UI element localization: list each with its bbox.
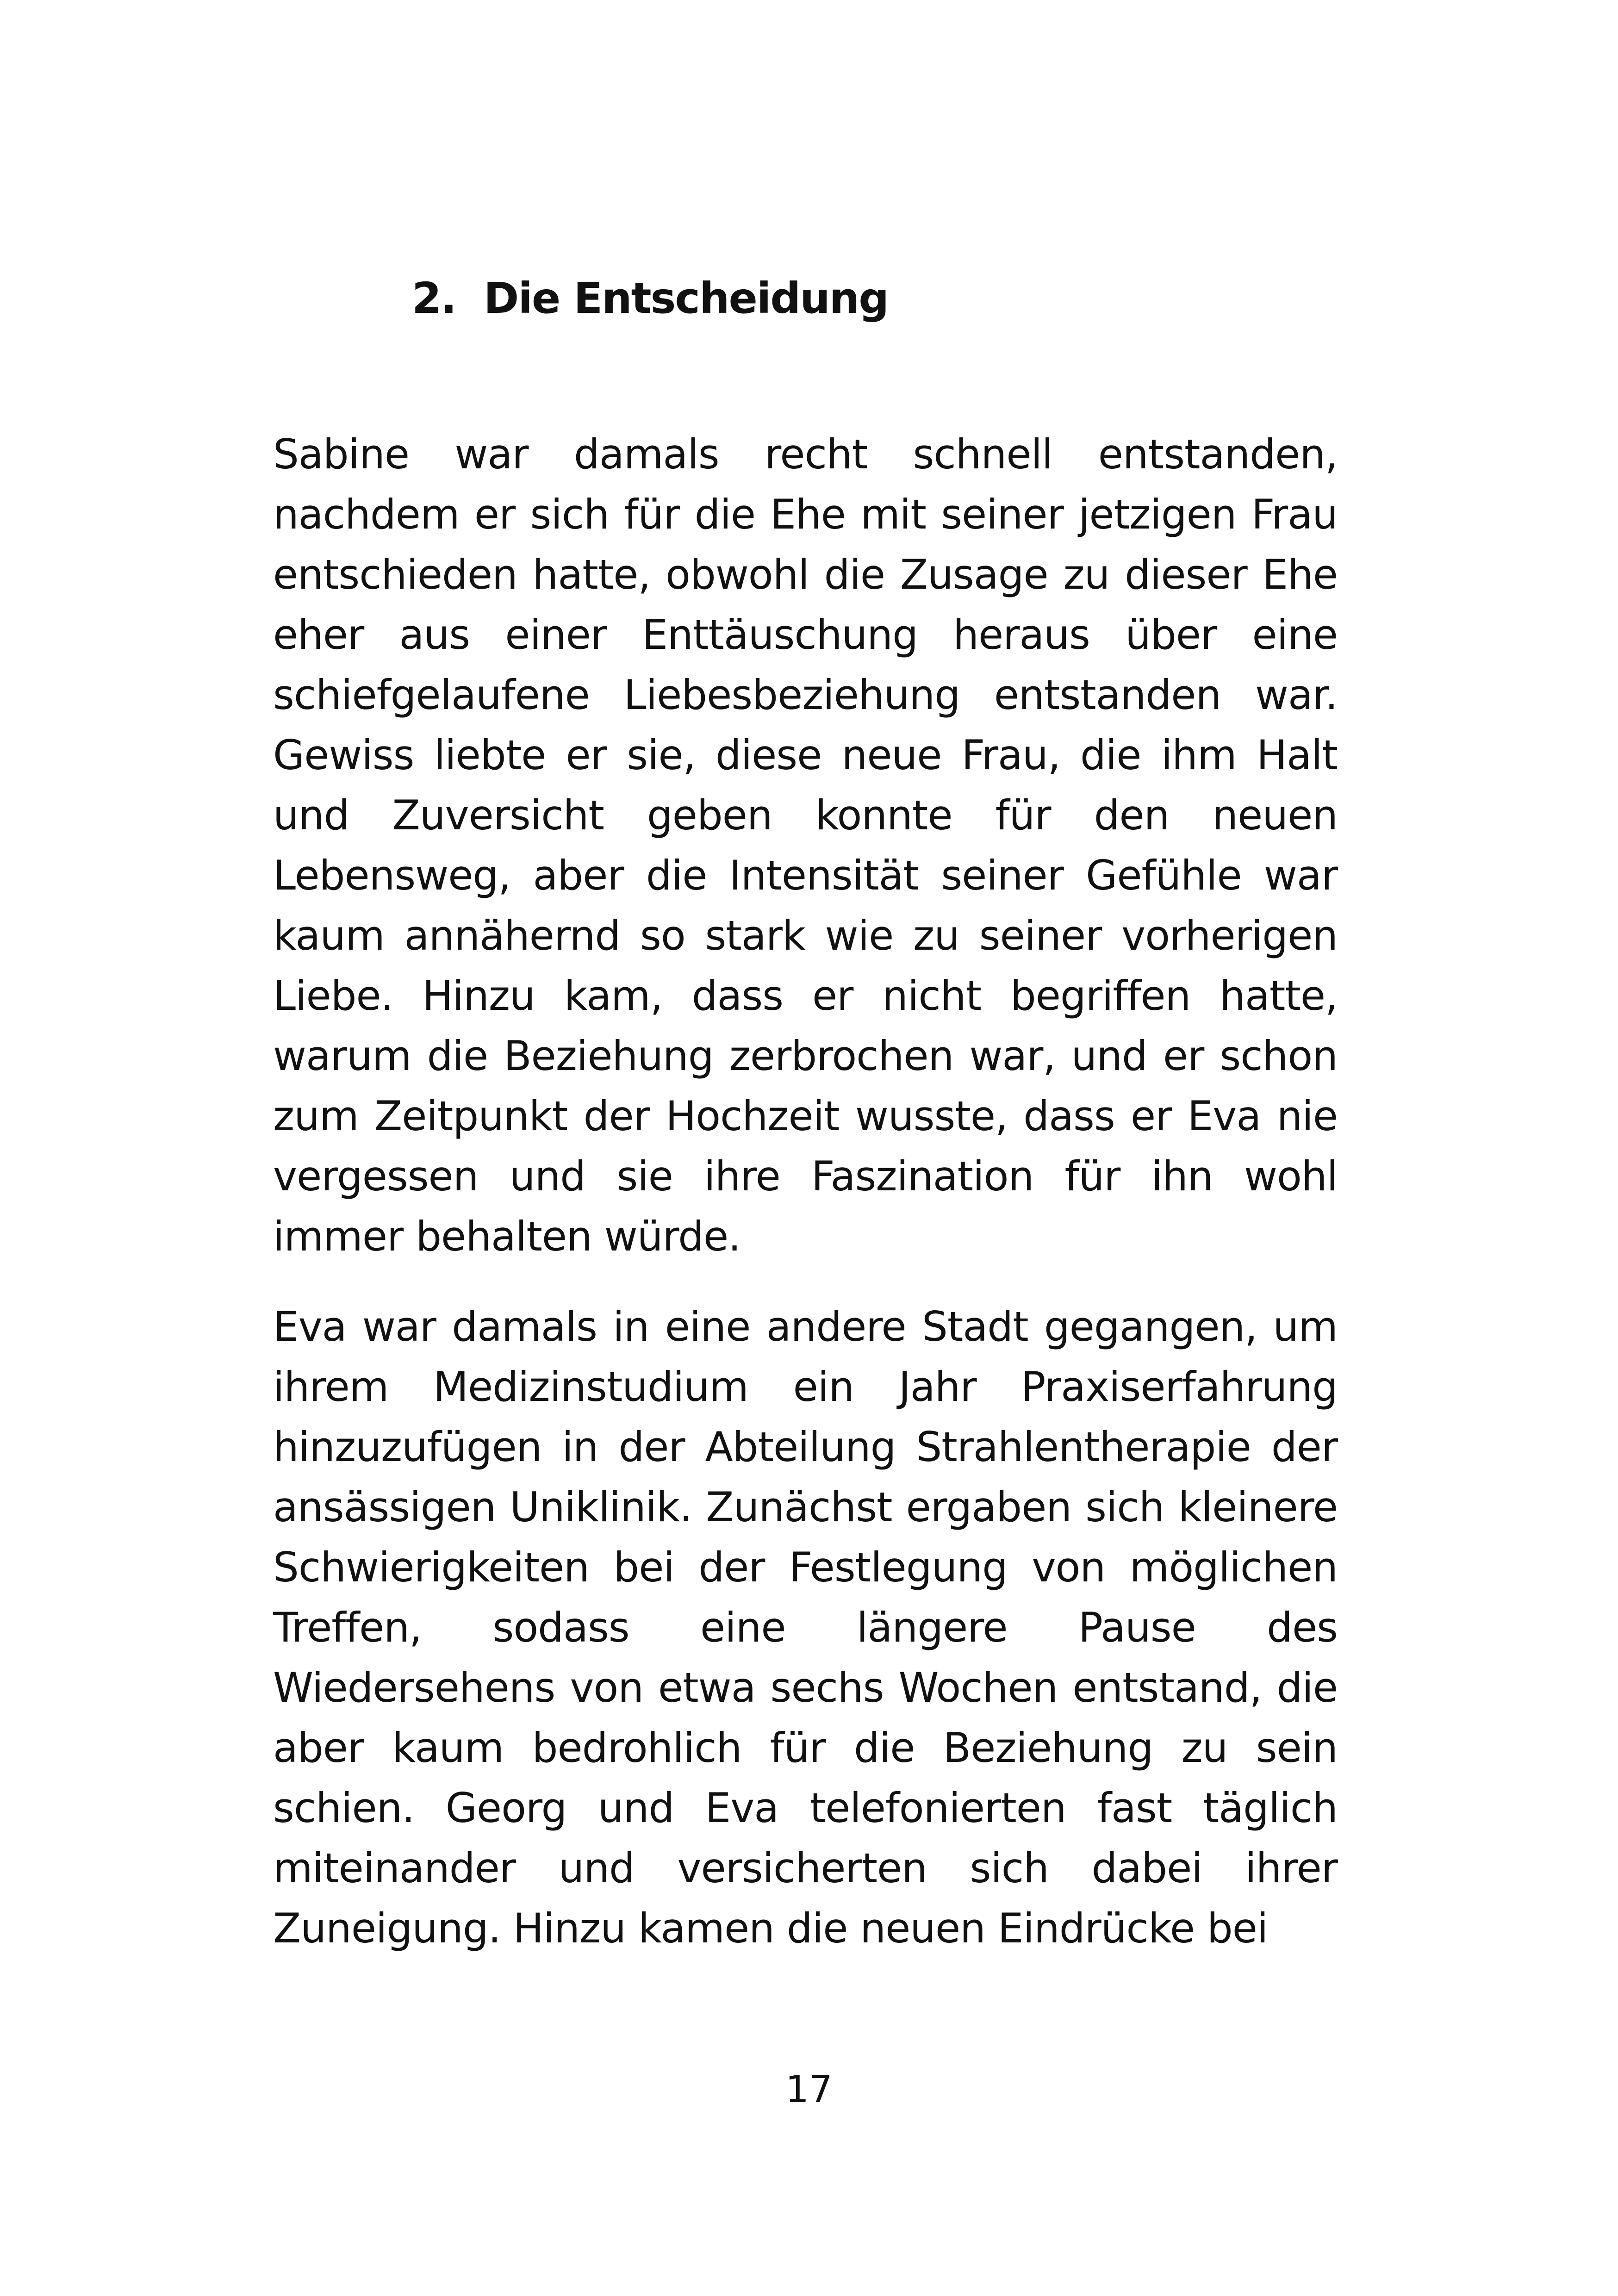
page-number: 17 bbox=[785, 2068, 833, 2111]
chapter-number: 2. bbox=[412, 274, 456, 323]
chapter-heading bbox=[412, 268, 888, 329]
paragraph-2: Eva war damals in eine andere Stadt gegangen, um ihrem Medizinstudium ein Jahr Praxiserfahrung hinzuzufügen in der Abteilung Strahlentherapie der ansässigen Uniklinik. Zunächst ergaben sich kleinere Schwierigkeiten bei der Festlegung von möglichen Treffen, sodass eine längere Pause des Wiedersehens von etwa sechs Wochen entstand, die aber kaum bedrohlich für die Beziehung zu sein schien. Georg und Eva telefonierten fast täglich miteinander und versicherten sich dabei ihrer Zuneigung. Hinzu kamen die neuen Eindrücke bei bbox=[273, 1303, 1338, 1952]
body-text bbox=[273, 424, 1338, 1959]
chapter-title: Die Entscheidung bbox=[484, 274, 889, 323]
paragraph-1: Sabine war damals recht schnell entstanden, nachdem er sich für die Ehe mit seiner jetzigen Frau entschieden hatte, obwohl die Zusage zu dieser Ehe eher aus einer Enttäuschung heraus über eine schiefgelaufene Liebesbeziehung entstanden war. Gewiss liebte er sie, diese neue Frau, die ihm Halt und Zuversicht geben konnte für den neuen Lebensweg, aber die Intensität seiner Gefühle war kaum annähernd so stark wie zu seiner vorherigen Liebe. Hinzu kam, dass er nicht begriffen hatte, warum die Beziehung zerbrochen war, und er schon zum Zeitpunkt der Hochzeit wusste, dass er Eva nie vergessen und sie ihre Faszination für ihn wohl immer behalten würde. bbox=[273, 430, 1338, 1260]
